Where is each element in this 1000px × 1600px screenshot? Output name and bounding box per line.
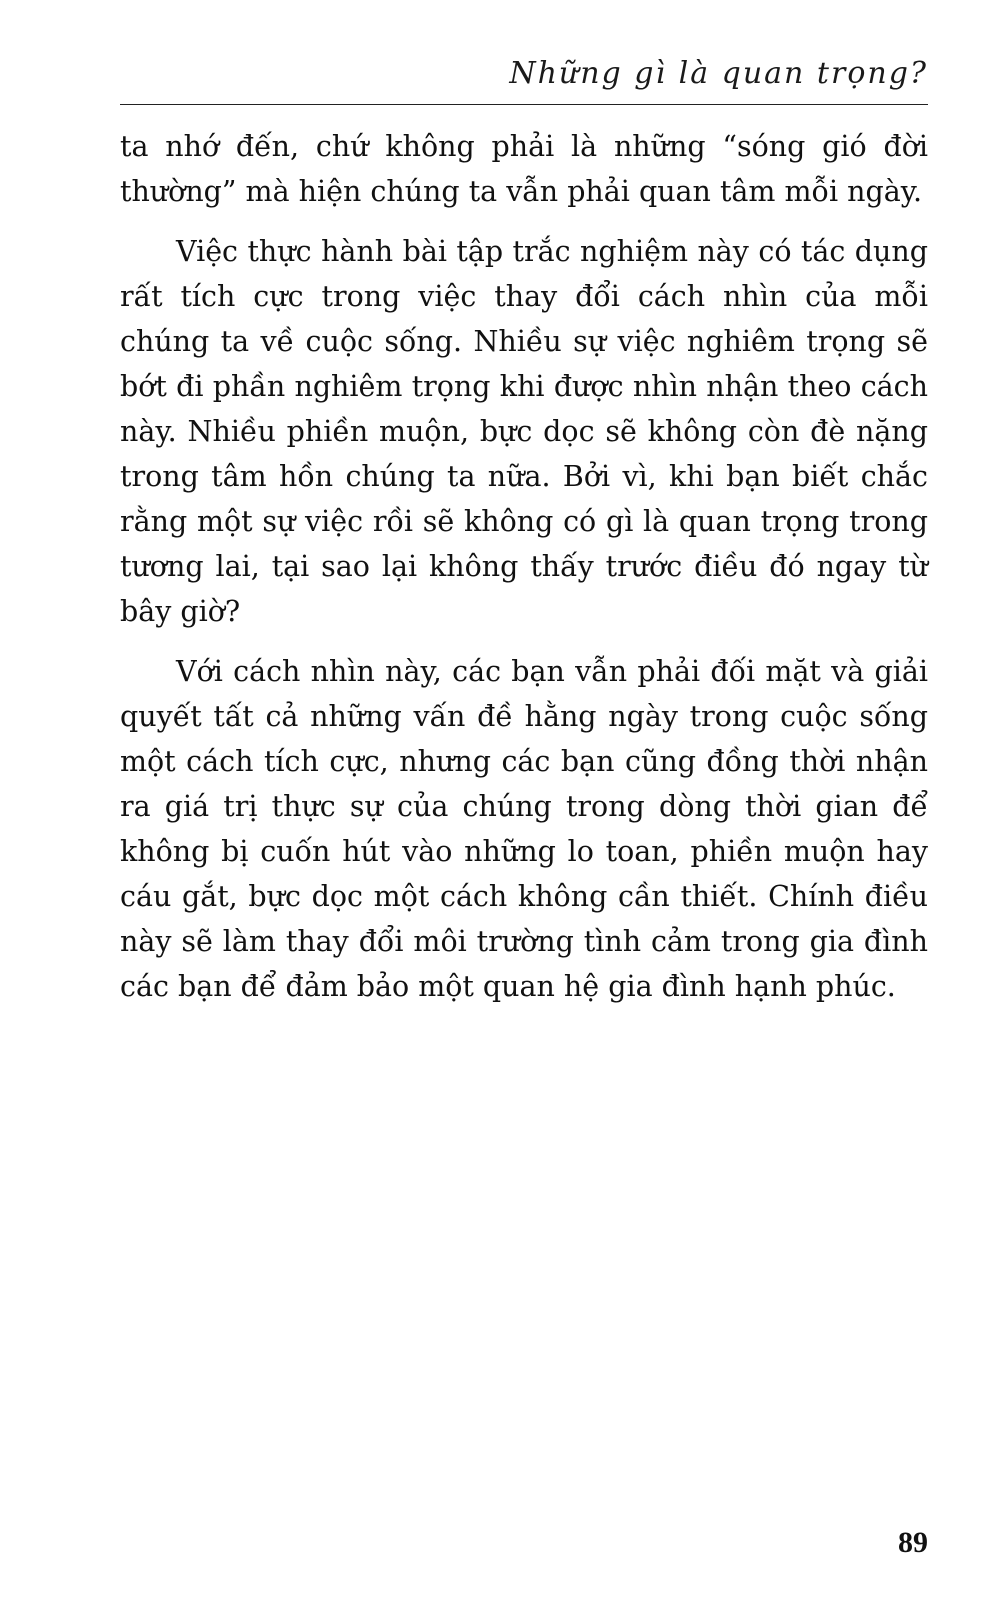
paragraph: Việc thực hành bài tập trắc nghiệm này có tác dụng rất tích cực trong việc thay đổi cách nhìn của mỗi chúng ta về cuộc sống. Nhiều sự việc nghiêm trọng sẽ bớt đi phần nghiêm trọng khi được nhìn nhận theo cách này. Nhiều phiền muộn, bực dọc sẽ không còn đè nặng trong tâm hồn chúng ta nữa. Bởi vì, khi bạn biết chắc rằng một sự việc rồi sẽ không có gì là quan trọng trong tương lai, tại sao lại không thấy trước điều đó ngay từ bây giờ? [120,235,928,628]
running-header-title: Những gì là quan trọng? [509,56,928,91]
paragraph-continued: ta nhớ đến, chứ không phải là những “sóng gió đời thường” mà hiện chúng ta vẫn phải quan tâm mỗi ngày. [120,130,928,208]
body-text [120,124,928,1024]
paragraph: Với cách nhìn này, các bạn vẫn phải đối mặt và giải quyết tất cả những vấn đề hằng ngày trong cuộc sống một cách tích cực, nhưng các bạn cũng đồng thời nhận ra giá trị thực sự của chúng trong dòng thời gian để không bị cuốn hút vào những lo toan, phiền muộn hay cáu gắt, bực dọc một cách không cần thiết. Chính điều này sẽ làm thay đổi môi trường tình cảm trong gia đình các bạn để đảm bảo một quan hệ gia đình hạnh phúc. [120,655,928,1003]
page-number: 89 [898,1526,928,1559]
running-header [120,54,928,105]
